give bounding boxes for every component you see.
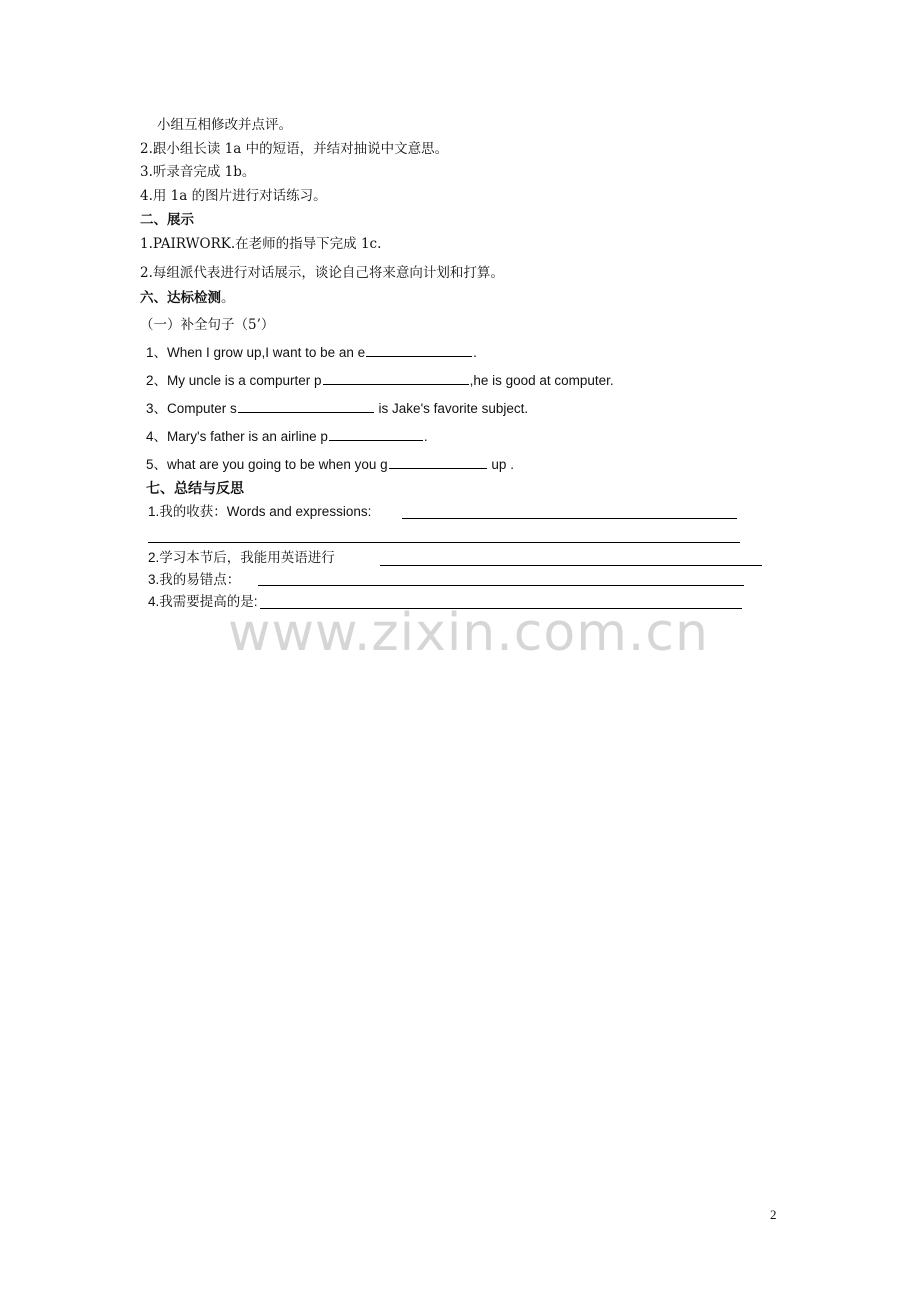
answer-blank[interactable]: [238, 399, 374, 413]
answer-line[interactable]: [258, 585, 744, 586]
section-heading-summary: 七、总结与反思: [146, 481, 244, 497]
answer-blank[interactable]: [323, 371, 469, 385]
section-heading-test: [140, 289, 235, 307]
reflection-question: 2.学习本节后，我能用英语进行: [148, 550, 335, 565]
fill-sentence: [146, 427, 428, 446]
instruction-line: 小组互相修改并点评。: [157, 117, 292, 133]
fill-sentence: [146, 399, 528, 418]
sentence-text: ,he is good at computer.: [469, 373, 614, 388]
sentence-text: 5、what are you going to be when you g: [146, 457, 388, 472]
instruction-line: 3.听录音完成 1b。: [140, 164, 256, 180]
reflection-question: 3.我的易错点：: [148, 572, 241, 587]
subheading: （一）补全句子（5’）: [140, 317, 275, 333]
answer-line[interactable]: [402, 518, 737, 519]
answer-blank[interactable]: [329, 427, 423, 441]
section-heading-suffix: 。: [221, 290, 235, 306]
sentence-text: 4、Mary's father is an airline p: [146, 429, 328, 444]
watermark-text: www.zixin.com.cn: [228, 603, 709, 663]
answer-line[interactable]: [380, 565, 762, 566]
reflection-question: 1.我的收获：Words and expressions:: [148, 504, 372, 519]
show-item: 1.PAIRWORK.在老师的指导下完成 1c.: [140, 236, 382, 252]
section-heading-show: 二、展示: [140, 212, 194, 228]
fill-sentence: [146, 371, 614, 390]
fill-sentence: [146, 455, 514, 474]
sentence-text: .: [473, 345, 477, 360]
fill-sentence: [146, 343, 477, 362]
answer-blank[interactable]: [389, 455, 487, 469]
answer-line[interactable]: [148, 542, 740, 543]
instruction-line: 4.用 1a 的图片进行对话练习。: [140, 188, 327, 204]
instruction-line: 2.跟小组长读 1a 中的短语，并结对抽说中文意思。: [140, 141, 449, 157]
show-item: 2.每组派代表进行对话展示，谈论自己将来意向计划和打算。: [140, 265, 504, 281]
page-number: 2: [770, 1207, 777, 1222]
sentence-text: 2、My uncle is a compurter p: [146, 373, 322, 388]
reflection-question: 4.我需要提高的是:: [148, 594, 258, 609]
sentence-text: .: [423, 429, 428, 444]
sentence-text: is Jake's favorite subject.: [374, 401, 529, 416]
sentence-text: up .: [487, 457, 514, 472]
answer-blank[interactable]: [366, 343, 472, 357]
section-heading-text: 六、达标检测: [140, 290, 221, 306]
sentence-text: 1、When I grow up,I want to be an e: [146, 345, 366, 360]
sentence-text: 3、Computer s: [146, 401, 237, 416]
